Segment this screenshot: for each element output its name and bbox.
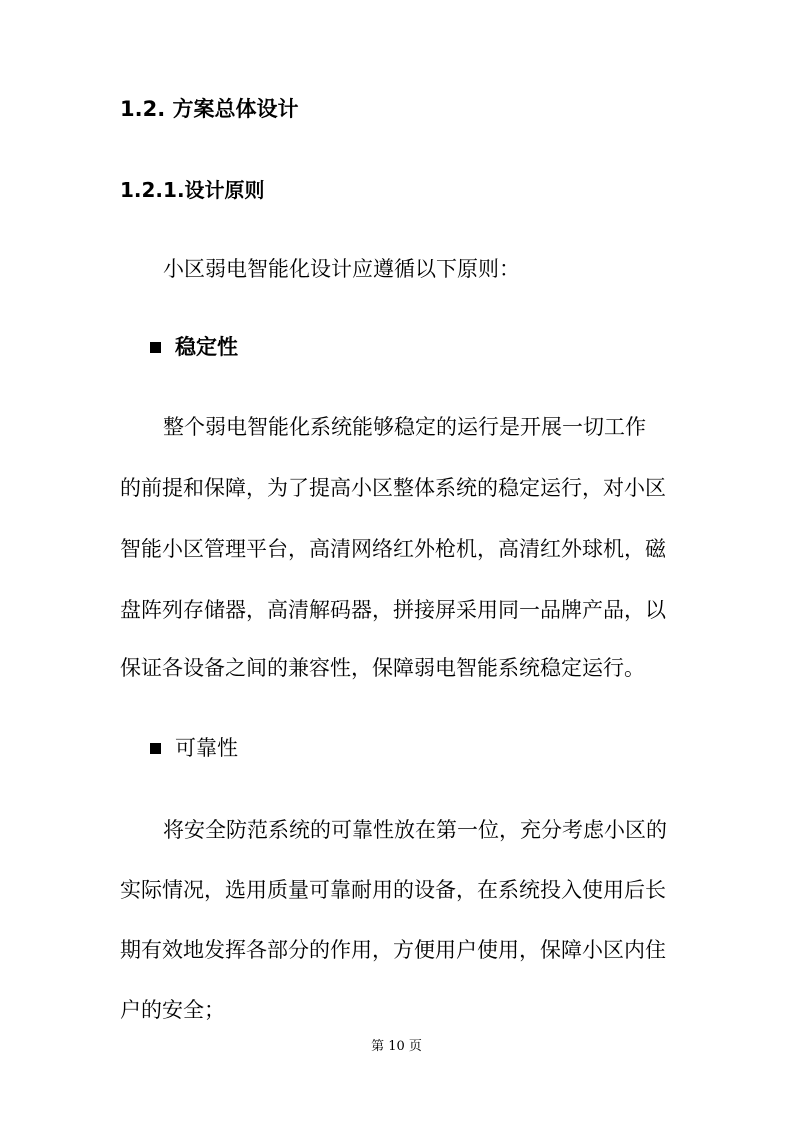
stability-line-5: 保证各设备之间的兼容性，保障弱电智能系统稳定运行。 xyxy=(120,656,645,680)
reliability-line-3: 期有效地发挥各部分的作用，方便用户使用，保障小区内住 xyxy=(120,938,666,962)
subsection-heading: 1.2.1.设计原则 xyxy=(120,178,265,202)
intro-paragraph: 小区弱电智能化设计应遵循以下原则： xyxy=(163,257,520,281)
bullet-stability xyxy=(150,333,238,361)
bullet-reliability-title: 可靠性 xyxy=(175,736,238,760)
reliability-line-4: 户的安全； xyxy=(120,998,225,1022)
stability-line-3: 智能小区管理平台，高清网络红外枪机，高清红外球机，磁 xyxy=(120,537,666,561)
stability-line-1: 整个弱电智能化系统能够稳定的运行是开展一切工作 xyxy=(163,415,646,439)
square-bullet-icon xyxy=(150,342,161,353)
bullet-stability-title: 稳定性 xyxy=(175,335,238,359)
reliability-line-1: 将安全防范系统的可靠性放在第一位，充分考虑小区的 xyxy=(163,818,667,842)
square-bullet-icon xyxy=(150,743,161,754)
stability-line-2: 的前提和保障，为了提高小区整体系统的稳定运行，对小区 xyxy=(120,476,666,500)
bullet-reliability xyxy=(150,734,238,762)
stability-line-4: 盘阵列存储器，高清解码器，拼接屏采用同一品牌产品，以 xyxy=(120,598,666,622)
reliability-line-2: 实际情况，选用质量可靠耐用的设备，在系统投入使用后长 xyxy=(120,878,666,902)
page-number: 第 10 页 xyxy=(371,1039,422,1054)
section-heading: 1.2. 方案总体设计 xyxy=(120,97,299,121)
